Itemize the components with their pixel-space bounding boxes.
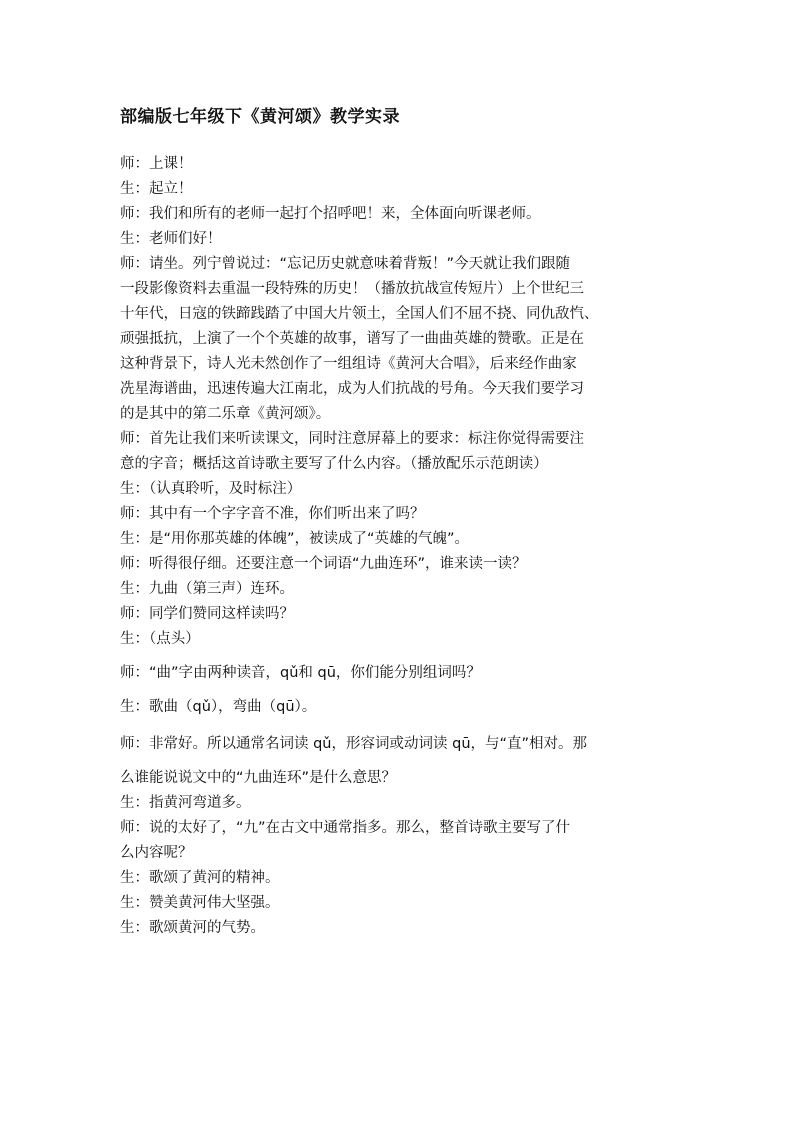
transcript-line: 生：老师们好！: [120, 231, 222, 247]
transcript-line: 师：听得很仔细。还要注意一个词语“九曲连环”，谁来读一读？: [120, 556, 527, 572]
paragraph-gap: [120, 757, 676, 766]
transcript-line: 师：我们和所有的老师一起打个招呼吧！来，全体面向听课老师。: [120, 206, 541, 222]
transcript-line: 生：是“用你那英雄的体魄”，被读成了“英雄的气魄”。: [120, 531, 470, 547]
transcript-line: 生：（点头）: [120, 631, 200, 647]
transcript-line: 师：上课！: [120, 156, 193, 172]
paragraph-gap: [120, 720, 676, 732]
transcript-line: 师：“曲”字由两种读音，qǔ和 qū，你们能分别组词吗？: [120, 665, 481, 681]
transcript-line: 师：非常好。所以通常名词读 qǔ，形容词或动词读 qū，与“直”相对。那: [120, 736, 588, 752]
transcript-body: [120, 152, 676, 941]
transcript-line: 意的字音；概括这首诗歌主要写了什么内容。（播放配乐示范朗读）: [120, 456, 548, 472]
paragraph-gap: [120, 686, 676, 695]
transcript-line: 师：首先让我们来听读课文，同时注意屏幕上的要求：标注你觉得需要注: [120, 431, 584, 447]
transcript-line: 冼星海谱曲，迅速传遍大江南北，成为人们抗战的号角。今天我们要学习: [120, 381, 584, 397]
transcript-line: 生：歌颂黄河的气势。: [120, 920, 265, 936]
transcript-line: 么谁能说说文中的“九曲连环”是什么意思？: [120, 770, 397, 786]
transcript-line: 师：说的太好了，“九”在古文中通常指多。那么，整首诗歌主要写了什: [120, 820, 571, 836]
transcript-line: 生：赞美黄河伟大坚强。: [120, 895, 280, 911]
document-page: [120, 104, 676, 941]
transcript-line: 生：起立！: [120, 181, 193, 197]
transcript-line: 师：其中有一个字字音不准，你们听出来了吗？: [120, 506, 425, 522]
document-title: 部编版七年级下《黄河颂》教学实录: [120, 107, 400, 127]
transcript-line: 师：同学们赞同这样读吗？: [120, 606, 294, 622]
transcript-line: 十年代，日寇的铁蹄践踏了中国大片领土，全国人们不屈不挠、同仇敌忾、: [120, 306, 599, 322]
transcript-line: 顽强抵抗，上演了一个个英雄的故事，谱写了一曲曲英雄的赞歌。正是在: [120, 331, 584, 347]
transcript-line: 生：歌曲（qǔ），弯曲（qū）。: [120, 699, 317, 715]
transcript-line: 生：（认真聆听，及时标注）: [120, 481, 302, 497]
transcript-line: 师：请坐。列宁曾说过：“忘记历史就意味着背叛！”今天就让我们跟随: [120, 256, 571, 272]
transcript-line: 的是其中的第二乐章《黄河颂》。: [120, 406, 331, 422]
transcript-line: 生：歌颂了黄河的精神。: [120, 870, 280, 886]
transcript-line: 生：九曲（第三声）连环。: [120, 581, 294, 597]
paragraph-gap: [120, 652, 676, 661]
transcript-line: 么内容呢？: [120, 845, 193, 861]
transcript-line: 这种背景下，诗人光未然创作了一组组诗《黄河大合唱》，后来经作曲家: [120, 356, 577, 372]
transcript-line: 一段影像资料去重温一段特殊的历史！（播放抗战宣传短片）上个世纪三: [120, 281, 584, 297]
transcript-line: 生：指黄河弯道多。: [120, 795, 251, 811]
